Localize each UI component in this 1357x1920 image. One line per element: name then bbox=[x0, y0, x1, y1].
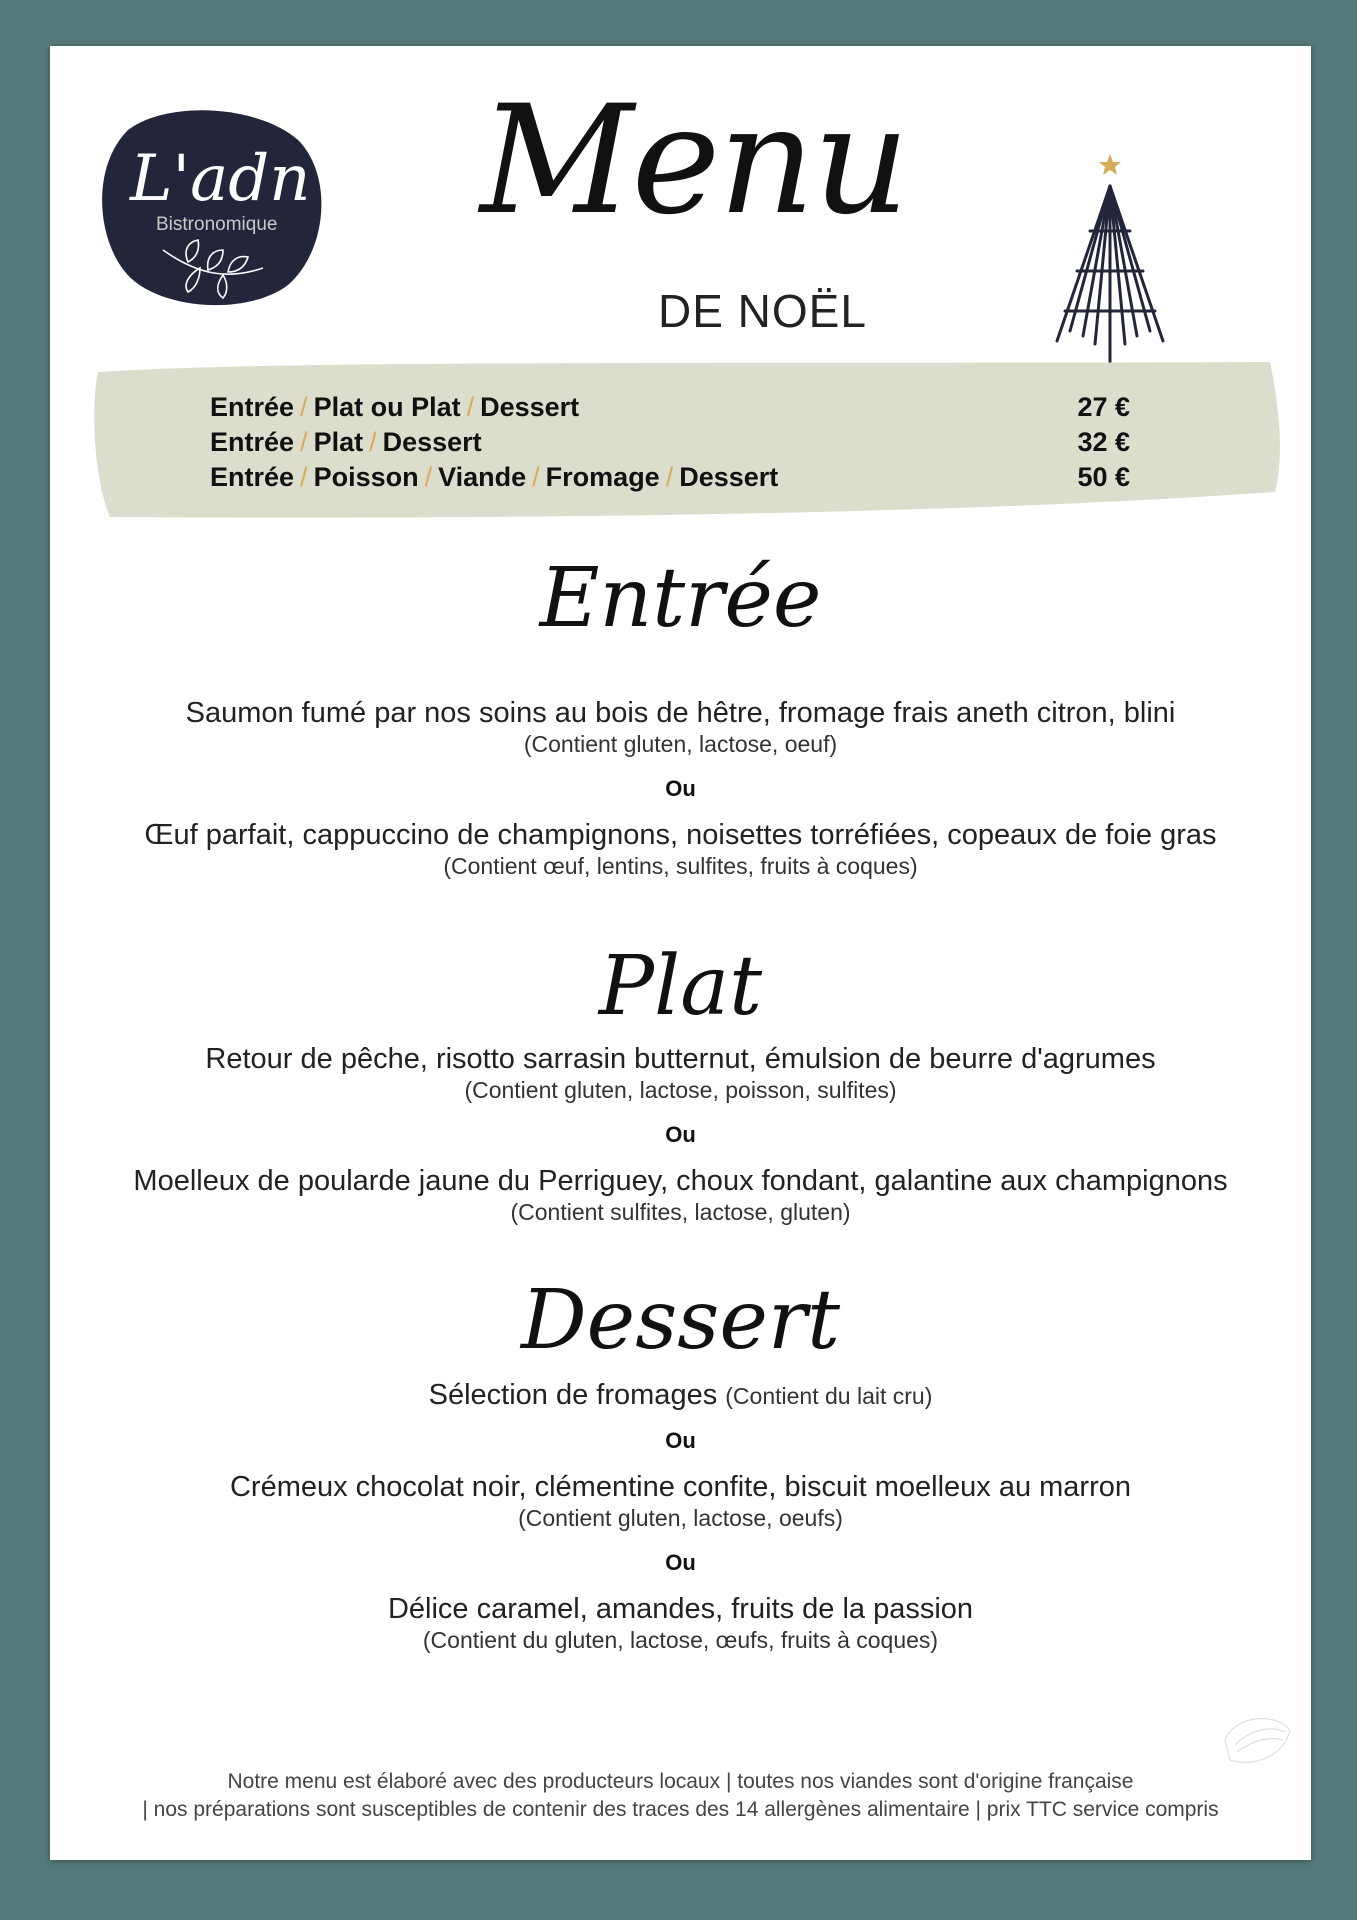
dish-name: Saumon fumé par nos soins au bois de hêtre, fromage frais aneth citron, blini bbox=[185, 697, 1176, 729]
section-title-plat: Plat bbox=[598, 939, 763, 1034]
section-title-dessert: Dessert bbox=[520, 1273, 841, 1368]
section-title-entree: Entrée bbox=[539, 551, 822, 646]
shell-icon bbox=[1215, 1700, 1295, 1780]
dish-allergens: (Contient œuf, lentins, sulfites, fruits à coques) bbox=[443, 853, 918, 879]
menu-title bbox=[480, 74, 908, 346]
or-separator: Ou bbox=[665, 776, 696, 801]
formula-row bbox=[210, 390, 1130, 424]
footer-line-1: Notre menu est élaboré avec des producteurs locaux | toutes nos viandes sont d'origine française bbox=[227, 1770, 1134, 1793]
price-formulas bbox=[90, 352, 1285, 526]
dish-name: Crémeux chocolat noir, clémentine confite, biscuit moelleux au marron bbox=[229, 1471, 1132, 1503]
dish-allergens: (Contient du gluten, lactose, œufs, fruits à coques) bbox=[422, 1627, 939, 1653]
dish-allergens: (Contient sulfites, lactose, gluten) bbox=[510, 1199, 851, 1225]
logo-script: L'adn bbox=[130, 142, 311, 216]
or-separator: Ou bbox=[665, 1122, 696, 1147]
or-separator: Ou bbox=[665, 1550, 696, 1575]
formula-label: Entrée / Poisson / Viande / Fromage / Dessert bbox=[210, 461, 779, 492]
dish-name: Retour de pêche, risotto sarrasin butternut, émulsion de beurre d'agrumes bbox=[205, 1043, 1156, 1075]
dish-allergens: (Contient gluten, lactose, oeufs) bbox=[518, 1505, 843, 1531]
formula-label: Entrée / Plat / Dessert bbox=[210, 426, 482, 457]
dish-name: Délice caramel, amandes, fruits de la passion bbox=[387, 1593, 974, 1625]
formula-price: 50 € bbox=[1077, 461, 1130, 492]
dish-allergens: (Contient gluten, lactose, poisson, sulfites) bbox=[464, 1077, 897, 1103]
logo-subtitle: Bistronomique bbox=[156, 214, 278, 235]
title-subtitle: DE NOËL bbox=[658, 285, 867, 337]
footer-line-2: | nos préparations sont susceptibles de contenir des traces des 14 allergènes alimentaire | prix TTC service compris bbox=[142, 1798, 1219, 1821]
formula-label: Entrée / Plat ou Plat / Dessert bbox=[210, 391, 580, 422]
menu-page bbox=[50, 46, 1311, 1860]
restaurant-logo bbox=[88, 100, 328, 310]
dish-name: Sélection de fromages bbox=[428, 1379, 718, 1411]
formula-row bbox=[210, 425, 1130, 459]
formula-row bbox=[210, 460, 1130, 494]
dish-allergens: (Contient du lait cru) bbox=[725, 1383, 933, 1409]
or-separator: Ou bbox=[665, 1428, 696, 1453]
title-script: Menu bbox=[480, 74, 908, 248]
formula-price: 27 € bbox=[1077, 391, 1130, 422]
dish-allergens: (Contient gluten, lactose, oeuf) bbox=[523, 731, 838, 757]
dish-item bbox=[50, 1380, 1311, 1412]
dish-name: Œuf parfait, cappuccino de champignons, noisettes torréfiées, copeaux de foie gras bbox=[144, 819, 1217, 851]
formula-price: 32 € bbox=[1077, 426, 1130, 457]
dish-name: Moelleux de poularde jaune du Perriguey, choux fondant, galantine aux champignons bbox=[133, 1165, 1228, 1197]
